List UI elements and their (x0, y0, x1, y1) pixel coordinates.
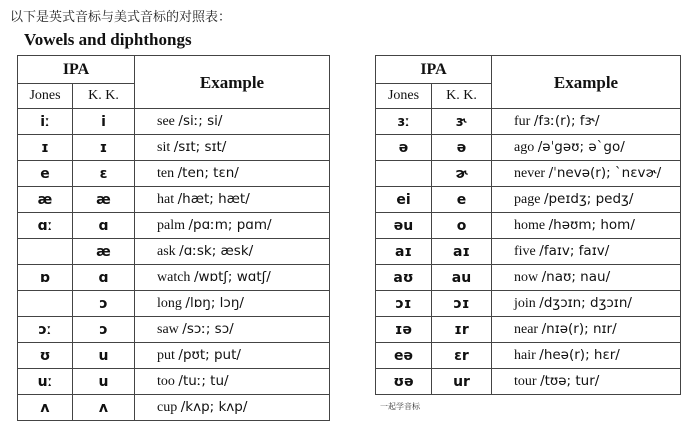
example-cell (492, 187, 681, 213)
kk-symbol: ə (432, 135, 492, 161)
kk-symbol: ɛr (432, 343, 492, 369)
vowels-table-right (375, 55, 681, 395)
example-transcription: /naʊ; nau/ (541, 268, 611, 285)
example-header: Example (135, 56, 330, 109)
example-cell (492, 239, 681, 265)
jones-symbol: ʊə (376, 369, 432, 395)
kk-symbol: ɪr (432, 317, 492, 343)
table-row (18, 213, 330, 239)
kk-symbol: i (73, 109, 135, 135)
kk-symbol: ur (432, 369, 492, 395)
jones-symbol (18, 291, 73, 317)
example-transcription: /dʒɔɪn; dʒɔɪn/ (539, 294, 632, 311)
table-row (376, 109, 681, 135)
kk-symbol: ɑ (73, 213, 135, 239)
example-cell (492, 369, 681, 395)
jones-symbol: eə (376, 343, 432, 369)
table-row (18, 265, 330, 291)
example-word: too (157, 373, 175, 389)
jones-symbol: ʌ (18, 395, 73, 421)
jones-symbol: æ (18, 187, 73, 213)
example-cell (492, 213, 681, 239)
example-word: ten (157, 165, 175, 181)
example-word: see (157, 113, 175, 129)
example-word: hair (514, 347, 536, 363)
example-transcription: /fɜː(r); fɝ/ (533, 112, 600, 129)
example-cell (135, 109, 330, 135)
example-word: page (514, 191, 541, 207)
example-cell (492, 109, 681, 135)
example-cell (135, 135, 330, 161)
kk-symbol: ɔ (73, 317, 135, 343)
intro-text: 以下是英式音标与美式音标的对照表： (10, 10, 232, 25)
kk-symbol: ɝ (432, 109, 492, 135)
example-header: Example (492, 56, 681, 109)
table-row (18, 161, 330, 187)
example-cell (135, 343, 330, 369)
example-word: sit (157, 139, 171, 155)
jones-symbol: ɪ (18, 135, 73, 161)
table-row (18, 291, 330, 317)
kk-symbol: u (73, 369, 135, 395)
example-word: now (514, 269, 539, 285)
example-transcription: /əˈgəʊ; əˋgo/ (537, 138, 625, 155)
kk-symbol: æ (73, 239, 135, 265)
example-word: tour (514, 373, 537, 389)
jones-symbol: iː (18, 109, 73, 135)
example-word: cup (157, 399, 178, 415)
kk-header: K. K. (432, 84, 492, 109)
kk-symbol: e (432, 187, 492, 213)
table-row (376, 369, 681, 395)
kk-symbol: ɪ (73, 135, 135, 161)
jones-symbol: ɜː (376, 109, 432, 135)
kk-symbol: au (432, 265, 492, 291)
jones-symbol: uː (18, 369, 73, 395)
table-row (18, 135, 330, 161)
example-word: ago (514, 139, 535, 155)
jones-header: Jones (18, 84, 73, 109)
example-word: watch (157, 269, 191, 285)
example-word: long (157, 295, 182, 311)
footnote-watermark: 一起学音标 (380, 402, 420, 411)
example-word: saw (157, 321, 179, 337)
example-transcription: /tuː; tu/ (178, 372, 229, 389)
table-row (18, 317, 330, 343)
table-row (376, 187, 681, 213)
example-cell (492, 161, 681, 187)
example-word: palm (157, 217, 185, 233)
jones-symbol: e (18, 161, 73, 187)
example-transcription: /hæt; hæt/ (177, 190, 250, 207)
example-cell (492, 265, 681, 291)
ipa-header: IPA (376, 56, 492, 84)
jones-symbol: ei (376, 187, 432, 213)
kk-symbol: ɑ (73, 265, 135, 291)
example-word: never (514, 165, 546, 181)
example-transcription: /pʊt; put/ (178, 346, 241, 363)
example-transcription: /sɪt; sɪt/ (173, 138, 227, 155)
example-word: five (514, 243, 536, 259)
section-title: Vowels and diphthongs (24, 30, 192, 49)
example-transcription: /kʌp; kʌp/ (180, 398, 248, 415)
example-word: join (514, 295, 536, 311)
jones-symbol: ɔɪ (376, 291, 432, 317)
example-transcription: /ɑːsk; æsk/ (179, 242, 254, 259)
example-cell (135, 187, 330, 213)
kk-symbol: ɛ (73, 161, 135, 187)
jones-symbol: ɒ (18, 265, 73, 291)
jones-header: Jones (376, 84, 432, 109)
kk-symbol: æ (73, 187, 135, 213)
example-cell (492, 135, 681, 161)
table-row (18, 187, 330, 213)
jones-symbol: əu (376, 213, 432, 239)
table-row (376, 213, 681, 239)
example-transcription: /faɪv; faɪv/ (539, 242, 610, 259)
jones-symbol: aɪ (376, 239, 432, 265)
jones-symbol: ɪə (376, 317, 432, 343)
example-cell (492, 343, 681, 369)
example-cell (492, 291, 681, 317)
example-word: ask (157, 243, 176, 259)
example-transcription: /siː; si/ (178, 112, 223, 129)
example-cell (135, 291, 330, 317)
table-row (18, 369, 330, 395)
table-row (18, 239, 330, 265)
table-row (18, 343, 330, 369)
jones-symbol: ʊ (18, 343, 73, 369)
table-row (376, 265, 681, 291)
kk-header: K. K. (73, 84, 135, 109)
example-cell (135, 239, 330, 265)
kk-symbol: ɔɪ (432, 291, 492, 317)
jones-symbol: aʊ (376, 265, 432, 291)
kk-symbol: ɔ (73, 291, 135, 317)
table-row (376, 317, 681, 343)
jones-symbol: ɑː (18, 213, 73, 239)
table-row (376, 161, 681, 187)
example-transcription: /ˈnevə(r); ˋnɛvɚ/ (548, 164, 662, 181)
example-word: hat (157, 191, 175, 207)
example-transcription: /ten; tɛn/ (177, 164, 239, 181)
kk-symbol: o (432, 213, 492, 239)
jones-symbol (18, 239, 73, 265)
example-word: put (157, 347, 175, 363)
example-cell (135, 369, 330, 395)
example-cell (135, 213, 330, 239)
kk-symbol: aɪ (432, 239, 492, 265)
example-transcription: /həʊm; hom/ (548, 216, 635, 233)
vowels-table-left (17, 55, 330, 421)
example-cell (135, 395, 330, 421)
example-transcription: /sɔː; sɔ/ (182, 320, 234, 337)
table-row (376, 291, 681, 317)
example-word: home (514, 217, 546, 233)
example-transcription: /wɒtʃ; wɑtʃ/ (193, 268, 271, 285)
example-cell (135, 161, 330, 187)
example-transcription: /heə(r); hɛr/ (539, 346, 620, 363)
example-transcription: /peɪdʒ; pedʒ/ (543, 190, 634, 207)
table-row (376, 135, 681, 161)
example-word: near (514, 321, 539, 337)
kk-symbol: ʌ (73, 395, 135, 421)
example-transcription: /pɑːm; pɑm/ (188, 216, 272, 233)
example-cell (135, 317, 330, 343)
jones-symbol: ə (376, 135, 432, 161)
ipa-header: IPA (18, 56, 135, 84)
kk-symbol: u (73, 343, 135, 369)
example-cell (135, 265, 330, 291)
table-row (18, 109, 330, 135)
table-row (376, 239, 681, 265)
table-row (376, 343, 681, 369)
example-transcription: /nɪə(r); nɪr/ (541, 320, 617, 337)
jones-symbol (376, 161, 432, 187)
example-word: fur (514, 113, 531, 129)
jones-symbol: ɔː (18, 317, 73, 343)
table-row (18, 395, 330, 421)
example-transcription: /tʊə; tur/ (540, 372, 600, 389)
kk-symbol: ɚ (432, 161, 492, 187)
example-cell (492, 317, 681, 343)
example-transcription: /lɒŋ; lɔŋ/ (185, 294, 244, 311)
